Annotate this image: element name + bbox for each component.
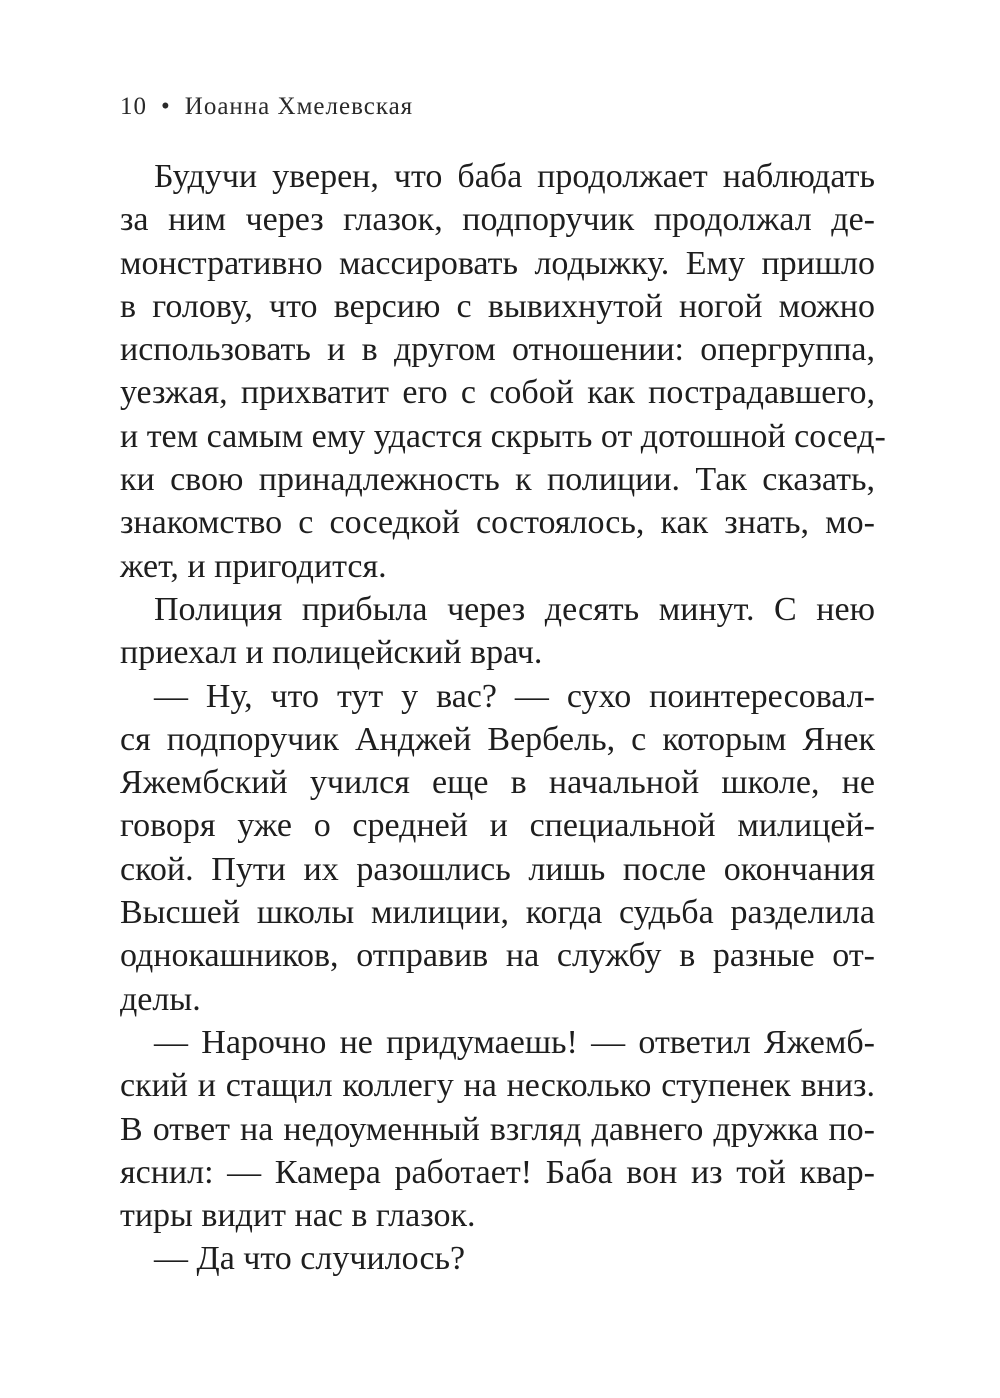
paragraph xyxy=(120,1237,875,1280)
text-line: Высшей школы милиции, когда судьба разделила xyxy=(120,894,875,932)
running-head xyxy=(120,92,413,122)
text-line: — Ну, что тут у вас? — сухо поинтересовал- xyxy=(154,677,875,715)
text-line: делы. xyxy=(120,980,201,1018)
text-line: Яжембский учился еще в начальной школе, не xyxy=(120,764,875,802)
text-line: ский и стащил коллегу на несколько ступенек вниз. xyxy=(120,1067,875,1105)
text-line: и тем самым ему удастся скрыть от дотошной сосед- xyxy=(120,417,886,455)
text-line: — Нарочно не придумаешь! — ответил Яжемб- xyxy=(154,1023,875,1061)
text-line: Полиция прибыла через десять минут. С нею xyxy=(154,590,875,628)
text-line: монстративно массировать лодыжку. Ему пришло xyxy=(120,244,875,282)
paragraph xyxy=(120,675,875,1021)
text-line: ки свою принадлежность к полиции. Так сказать, xyxy=(120,461,875,499)
text-line: В ответ на недоуменный взгляд давнего дружка по- xyxy=(120,1110,875,1148)
header-separator: • xyxy=(161,93,171,120)
text-line: ской. Пути их разошлись лишь после окончания xyxy=(120,850,875,888)
text-line: яснил: — Камера работает! Баба вон из той квар- xyxy=(120,1153,875,1191)
paragraph xyxy=(120,588,875,675)
text-line: ся подпоручик Анджей Вербель, с которым Янек xyxy=(120,720,875,758)
text-line: — Да что случилось? xyxy=(154,1240,466,1278)
text-line: Будучи уверен, что баба продолжает наблюдать xyxy=(154,158,875,195)
body-text xyxy=(120,155,886,1281)
page-number: 10 xyxy=(120,93,147,120)
text-line: за ним через глазок, подпоручик продолжал де- xyxy=(120,201,875,239)
text-line: знакомство с соседкой состоялось, как знать, мо- xyxy=(120,504,875,542)
paragraph xyxy=(120,1021,875,1237)
text-line: однокашников, отправив на службу в разные от- xyxy=(120,937,875,975)
text-line: жет, и пригодится. xyxy=(120,547,387,585)
text-line: использовать и в другом отношении: опергруппа, xyxy=(120,331,875,369)
author-name: Иоанна Хмелевская xyxy=(184,93,414,120)
text-line: уезжая, прихватит его с собой как пострадавшего, xyxy=(120,374,875,412)
text-line: говоря уже о средней и специальной милицей- xyxy=(120,807,875,845)
text-line: в голову, что версию с вывихнутой ногой можно xyxy=(120,287,875,325)
paragraph xyxy=(120,155,886,588)
text-line: тиры видит нас в глазок. xyxy=(120,1197,476,1235)
text-line: приехал и полицейский врач. xyxy=(120,634,543,672)
